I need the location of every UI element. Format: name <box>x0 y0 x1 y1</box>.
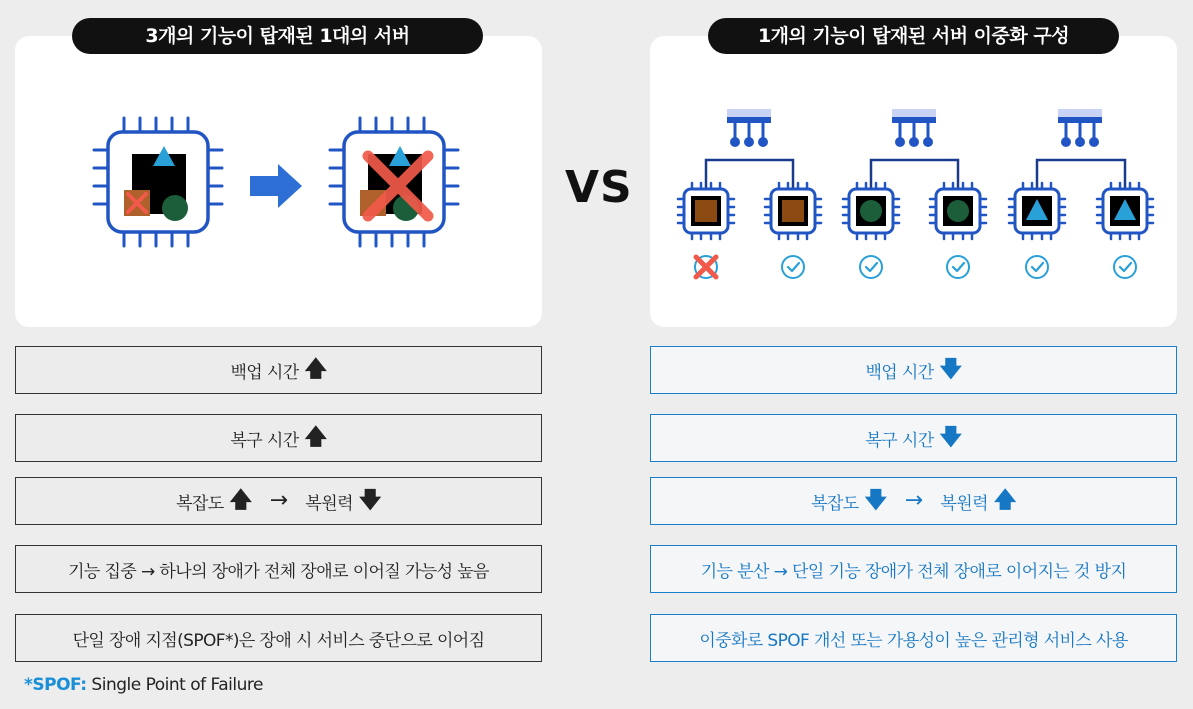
row-label: 복원력 <box>305 493 353 514</box>
vs-label: VS <box>565 162 633 213</box>
right-row-distribution <box>650 545 1177 593</box>
check-circle-icon <box>860 256 882 278</box>
up-arrow-icon: 🡅 <box>304 357 327 382</box>
left-row-complexity <box>15 477 542 525</box>
left-row-spof <box>15 614 542 662</box>
right-row-spof-fix <box>650 614 1177 662</box>
right-title: 1개의 기능이 탑재된 서버 이중화 구성 <box>708 18 1119 54</box>
right-row-recovery <box>650 414 1177 462</box>
check-circle-icon <box>1026 256 1048 278</box>
down-arrow-icon: 🡇 <box>939 357 962 382</box>
server-group-green <box>843 109 986 278</box>
left-row-concentration <box>15 545 542 593</box>
footnote <box>24 675 263 695</box>
row-label: 복구 시간 <box>230 430 299 451</box>
row-label: 복구 시간 <box>865 430 934 451</box>
failed-status-icon <box>695 256 717 278</box>
footnote-text: Single Point of Failure <box>86 675 263 695</box>
row-label: 백업 시간 <box>230 362 299 383</box>
check-circle-icon <box>947 256 969 278</box>
check-circle-icon <box>782 256 804 278</box>
up-arrow-icon: 🡅 <box>229 488 252 513</box>
row-label: 단일 장애 지점(SPOF*)은 장애 시 서비스 중단으로 이어짐 <box>72 630 485 651</box>
row-label: 복잡도 <box>811 493 859 514</box>
up-arrow-icon: 🡅 <box>993 488 1016 513</box>
down-arrow-icon: 🡇 <box>939 425 962 450</box>
up-arrow-icon: 🡅 <box>304 425 327 450</box>
server-group-cyan <box>1009 109 1153 278</box>
left-title: 3개의 기능이 탑재된 1대의 서버 <box>72 18 483 54</box>
server-group-brown <box>678 109 821 278</box>
row-label: 복잡도 <box>176 493 224 514</box>
down-arrow-icon: 🡇 <box>864 488 887 513</box>
check-circle-icon <box>1114 256 1136 278</box>
row-label: 기능 집중 → 하나의 장애가 전체 장애로 이어질 가능성 높음 <box>68 561 489 582</box>
row-label: 이중화로 SPOF 개선 또는 가용성이 높은 관리형 서비스 사용 <box>699 630 1128 651</box>
right-row-complexity <box>650 477 1177 525</box>
right-arrow-icon: → <box>269 488 288 513</box>
right-arrow-icon: → <box>904 488 923 513</box>
row-label: 복원력 <box>940 493 988 514</box>
right-row-backup <box>650 346 1177 394</box>
row-label: 기능 분산 → 단일 기능 장애가 전체 장애로 이어지는 것 방지 <box>700 561 1127 582</box>
down-arrow-icon: 🡇 <box>358 488 381 513</box>
footnote-key: *SPOF: <box>24 675 87 695</box>
left-row-backup <box>15 346 542 394</box>
row-label: 백업 시간 <box>865 362 934 383</box>
left-row-recovery <box>15 414 542 462</box>
